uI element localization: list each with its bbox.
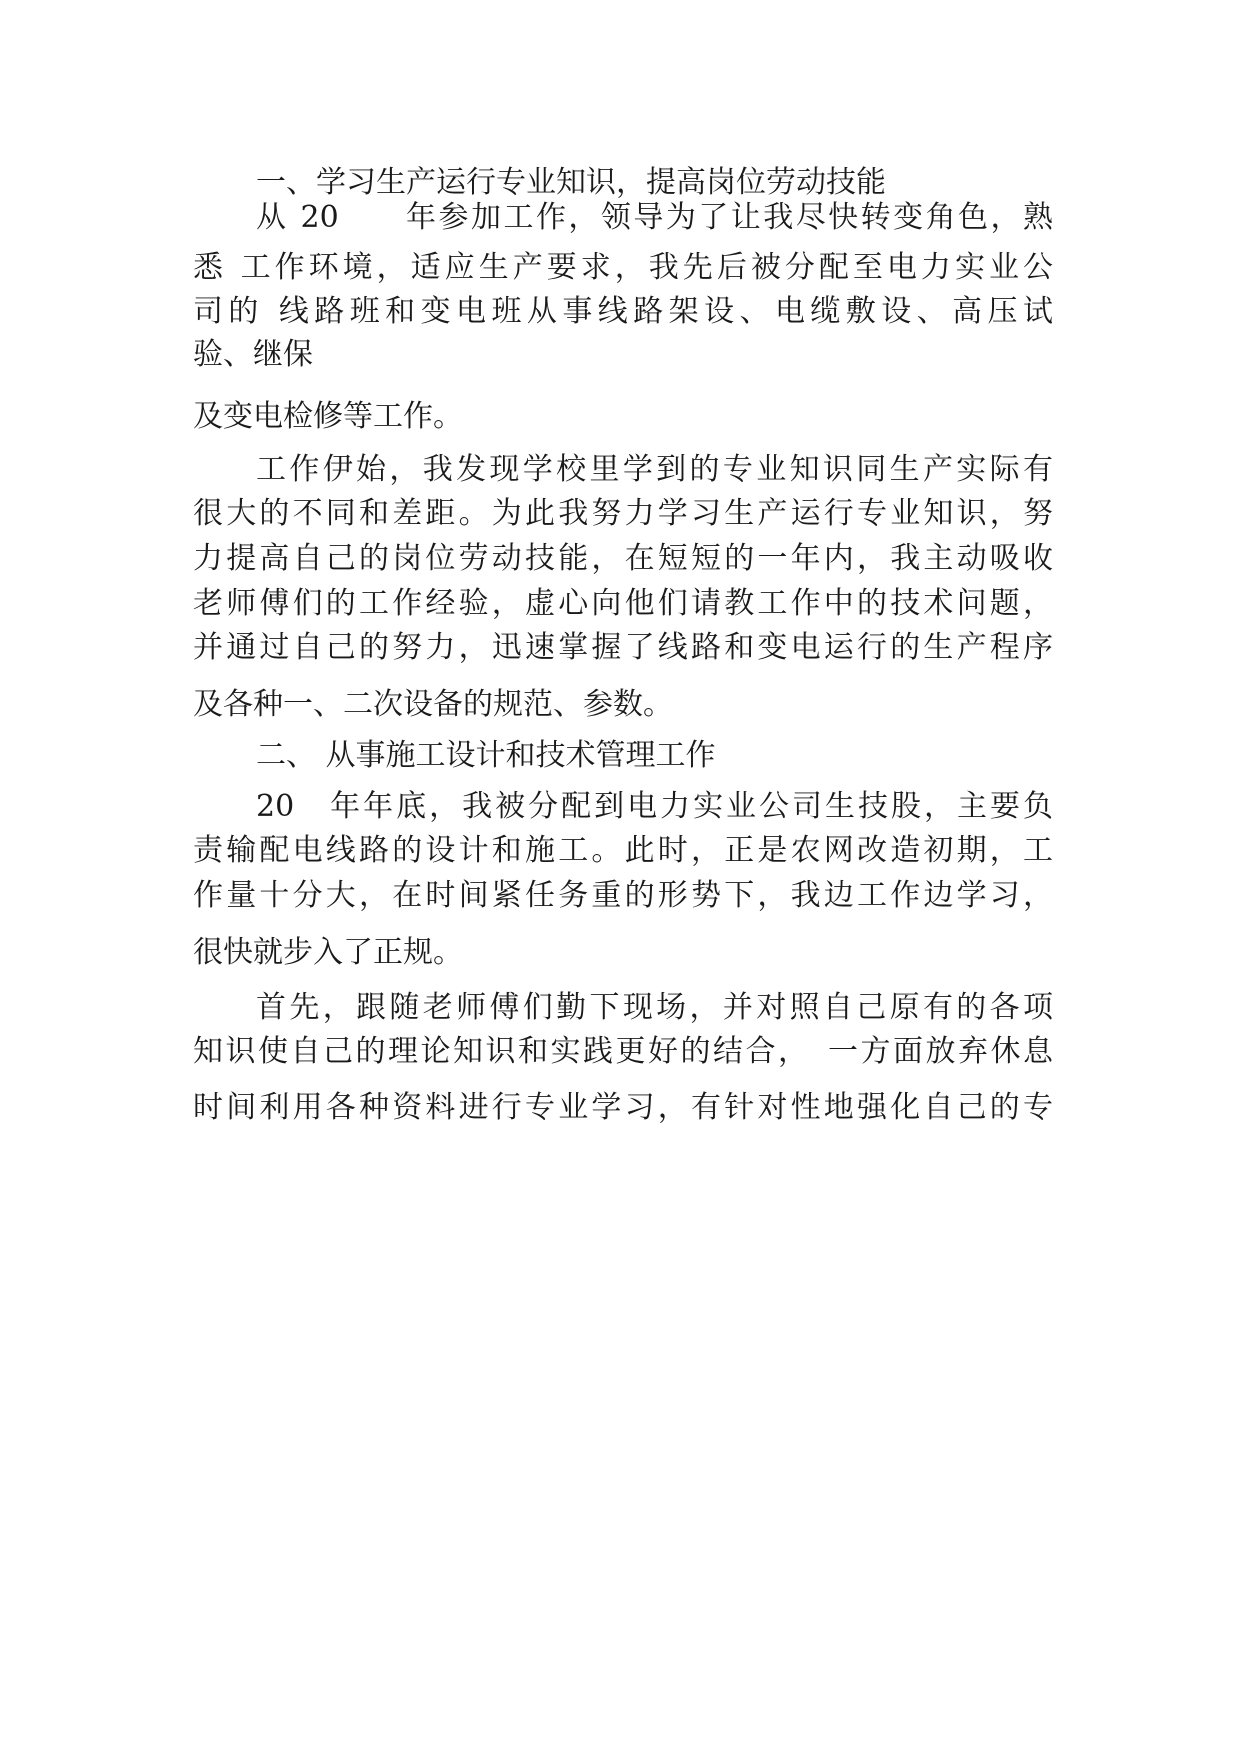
paragraph-line: 知识使自己的理论知识和实践更好的结合， 一方面放弃休息 (193, 1034, 1053, 1069)
paragraph-line: 验、继保 (193, 337, 313, 372)
paragraph-line: 悉 工作环境，适应生产要求，我先后被分配至电力实业公 (193, 250, 1053, 285)
paragraph-line: 司的 线路班和变电班从事线路架设、电缆敷设、高压试 (193, 294, 1053, 329)
paragraph-line: 责输配电线路的设计和施工。此时，正是农网改造初期，工 (193, 833, 1053, 868)
section-heading-1: 一、学习生产运行专业知识，提高岗位劳动技能 (256, 165, 886, 200)
paragraph-line: 很快就步入了正规。 (193, 935, 463, 970)
paragraph-line: 从 20 年参加工作，领导为了让我尽快转变角色，熟 (256, 200, 1053, 235)
section-heading-2: 二、 从事施工设计和技术管理工作 (256, 738, 716, 773)
paragraph-line: 作量十分大，在时间紧任务重的形势下，我边工作边学习， (193, 878, 1053, 913)
paragraph-line: 力提高自己的岗位劳动技能，在短短的一年内，我主动吸收 (193, 541, 1053, 576)
paragraph-line: 工作伊始，我发现学校里学到的专业知识同生产实际有 (256, 452, 1053, 487)
paragraph-line: 首先，跟随老师傅们勤下现场，并对照自己原有的各项 (256, 990, 1053, 1025)
paragraph-line: 20 年年底，我被分配到电力实业公司生技股，主要负 (256, 789, 1053, 824)
paragraph-line: 并通过自己的努力，迅速掌握了线路和变电运行的生产程序 (193, 630, 1053, 665)
paragraph-line: 老师傅们的工作经验，虚心向他们请教工作中的技术问题， (193, 586, 1053, 621)
paragraph-line: 及变电检修等工作。 (193, 399, 463, 434)
paragraph-line: 很大的不同和差距。为此我努力学习生产运行专业知识，努 (193, 496, 1053, 531)
paragraph-line: 时间利用各种资料进行专业学习，有针对性地强化自己的专 (193, 1090, 1053, 1125)
paragraph-line: 及各种一、二次设备的规范、参数。 (193, 687, 673, 722)
